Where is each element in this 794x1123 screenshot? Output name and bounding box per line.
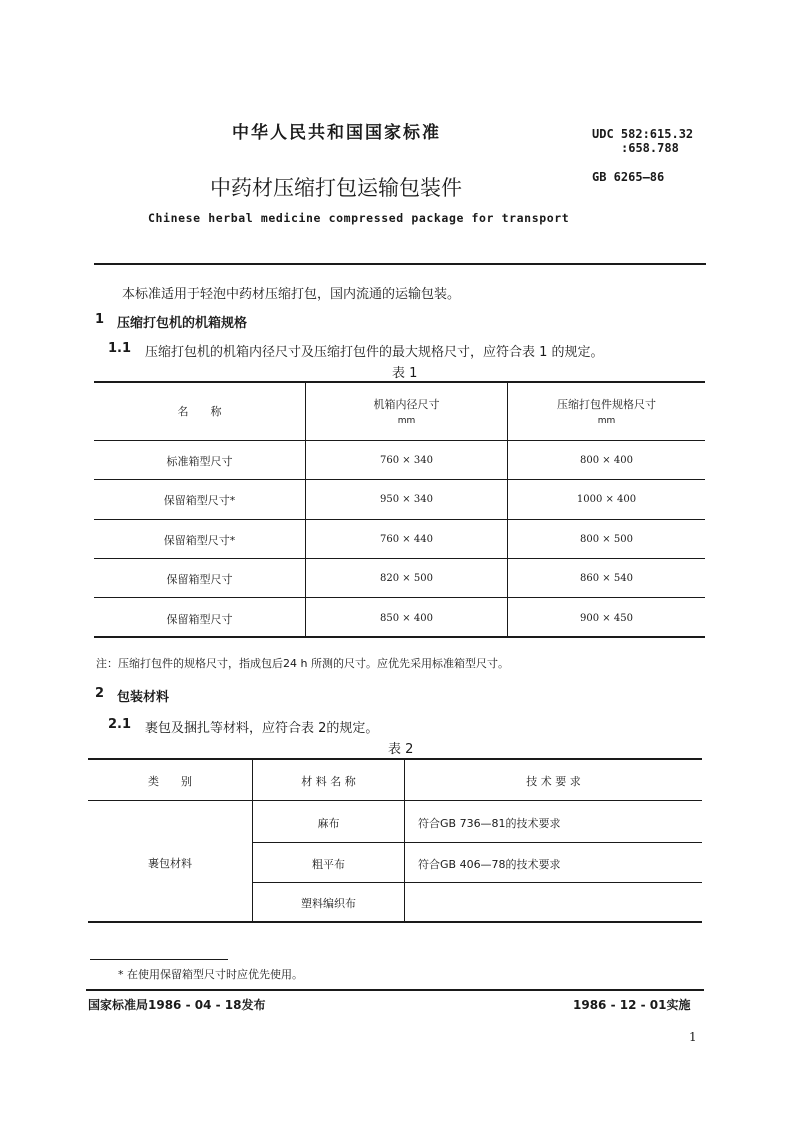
table2-top-rule [88,758,702,760]
table2-row1-requirement: 符合GB 736—81的技术要求 [418,817,561,830]
issued-date: 国家标准局1986 - 04 - 18发布 [88,998,266,1012]
footer-divider [86,989,704,991]
table1-row3-inner: 760 × 440 [380,534,433,545]
table2-bottom-rule [88,921,702,923]
document-title-cn: 中药材压缩打包运输包装件 [210,176,462,200]
table2-row2-requirement: 符合GB 406—78的技术要求 [418,858,561,871]
table1-row4-inner: 820 × 500 [380,573,433,584]
table1-row3-name: 保留箱型尺寸* [163,534,236,547]
table1-header-pack-size: 压缩打包件规格尺寸 [557,398,656,411]
table2-header-requirement: 技 术 要 求 [526,775,581,788]
table2-header-material: 材 料 名 称 [301,775,356,788]
udc-code-line1: UDC 582:615.32 [592,127,694,141]
clause-1-1-text: 压缩打包机的机箱内径尺寸及压缩打包件的最大规格尺寸，应符合表 1 的规定。 [145,345,604,360]
table1-caption: 表 1 [392,366,418,381]
clause-1-1-number: 1.1 [108,341,132,356]
table1-row2-inner: 950 × 340 [380,494,433,505]
section1-title: 压缩打包机的机箱规格 [117,316,248,331]
table2-header-category: 类 别 [148,775,192,788]
section1-number: 1 [95,312,105,327]
table2-row-rule [253,842,702,843]
table1-row2-name: 保留箱型尺寸* [163,494,236,507]
table2-caption: 表 2 [388,742,414,757]
table1-header-name: 名 称 [177,405,222,418]
udc-code-line2: :658.788 [621,141,679,155]
table1-row4-pack: 860 × 540 [580,573,633,584]
table1-row-rule [94,597,705,598]
implementation-date: 1986 - 12 - 01实施 [573,998,691,1012]
scope-paragraph: 本标准适用于轻泡中药材压缩打包，国内流通的运输包装。 [122,287,461,302]
table1-top-rule [94,381,705,383]
table1-header-inner-unit: mm [397,416,416,426]
table2-row3-material: 塑料编织布 [301,897,356,910]
table1-row5-pack: 900 × 450 [580,613,633,624]
table2-category-value: 裹包材料 [148,857,192,870]
table1-row-rule [94,519,705,520]
table2-header-rule [88,800,702,801]
table1-row-rule [94,479,705,480]
section2-title: 包装材料 [117,690,170,705]
table1-row1-name: 标准箱型尺寸 [166,455,233,468]
table1-header-inner-size: 机箱内径尺寸 [373,398,440,411]
table1-row5-name: 保留箱型尺寸 [166,613,233,626]
footnote: * 在使用保留箱型尺寸时应优先使用。 [118,968,303,981]
clause-2-1-text: 裹包及捆扎等材料，应符合表 2的规定。 [145,721,379,736]
table1-header-pack-unit: mm [597,416,616,426]
header-divider [94,263,706,265]
page-number: 1 [689,1030,697,1044]
table1-header-rule [94,440,705,441]
table1-row3-pack: 800 × 500 [580,534,633,545]
table1-row4-name: 保留箱型尺寸 [166,573,233,586]
table1-bottom-rule [94,636,705,638]
table2-row1-material: 麻布 [317,817,340,830]
table2-row2-material: 粗平布 [312,858,345,871]
table1-row5-inner: 850 × 400 [380,613,433,624]
table1-row2-pack: 1000 × 400 [576,494,637,505]
table2-row-rule [253,882,702,883]
gb-code: GB 6265—86 [592,170,665,184]
table1-row1-pack: 800 × 400 [580,455,633,466]
footnote-rule [90,959,228,960]
table1-note: 注：压缩打包件的规格尺寸，指成包后24 h 所测的尺寸。应优先采用标准箱型尺寸。 [96,657,509,670]
clause-2-1-number: 2.1 [108,717,132,732]
section2-number: 2 [95,686,105,701]
country-standard-title: 中华人民共和国国家标准 [232,123,441,143]
document-title-en: Chinese herbal medicine compressed package for transport [148,211,570,225]
table1-row1-inner: 760 × 340 [380,455,433,466]
table1-row-rule [94,558,705,559]
